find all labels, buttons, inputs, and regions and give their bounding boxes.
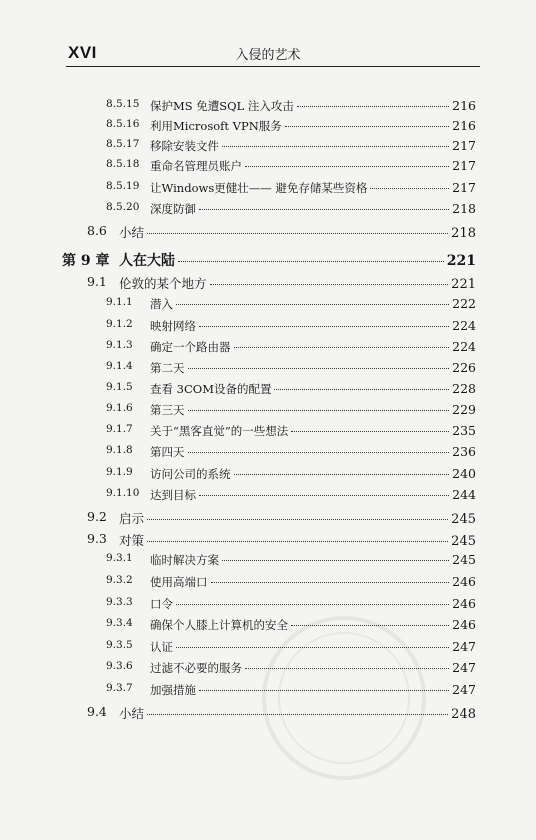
entry-page-number: 224 [452, 339, 476, 354]
entry-number: 9.3.7 [106, 682, 133, 694]
entry-title-line [150, 339, 476, 355]
entry-title: 口令 [150, 597, 173, 611]
entry-number: 9.3 [87, 531, 107, 546]
entry-page-number: 246 [452, 574, 476, 589]
entry-number: 9.1.7 [106, 423, 133, 435]
entry-number: 8.5.18 [106, 158, 140, 170]
entry-page-number: 217 [452, 138, 476, 153]
entry-page-number: 244 [452, 487, 476, 502]
dot-leader [147, 541, 448, 542]
entry-title-line [150, 180, 476, 196]
entry-title: 第二天 [150, 361, 185, 375]
entry-number: 8.5.16 [106, 118, 140, 130]
entry-title-line [150, 596, 476, 612]
entry-title-line [119, 274, 476, 292]
entry-page-number: 245 [451, 534, 476, 549]
entry-title: 认证 [150, 640, 173, 654]
entry-title: 访问公司的系统 [150, 467, 231, 481]
entry-title-line [119, 250, 476, 270]
entry-number: 第 9 章 [62, 253, 110, 269]
page-number: XVI [68, 43, 97, 62]
entry-title-line [150, 98, 476, 114]
dot-leader [199, 326, 449, 327]
entry-number: 9.3.1 [106, 552, 133, 564]
entry-number: 9.1.2 [106, 318, 133, 330]
entry-title: 潜入 [150, 297, 173, 311]
entry-title: 查看 3COM设备的配置 [150, 382, 272, 396]
dot-leader [176, 604, 449, 605]
entry-page-number: 228 [452, 381, 476, 396]
entry-page-number: 222 [452, 296, 476, 311]
entry-title-line [150, 201, 476, 217]
running-title: 入侵的艺术 [235, 48, 301, 63]
dot-leader [245, 166, 449, 167]
entry-title-line [150, 574, 476, 590]
entry-title: 过滤不必要的服务 [150, 661, 242, 675]
entry-number: 9.3.3 [106, 596, 133, 608]
entry-number: 9.1.6 [106, 402, 133, 414]
entry-page-number: 221 [451, 277, 476, 292]
dot-leader [210, 284, 449, 285]
entry-title: 确定一个路由器 [150, 340, 231, 354]
dot-leader [297, 106, 449, 107]
dot-leader [188, 452, 450, 453]
entry-title-line [150, 487, 476, 503]
entry-number: 9.2 [87, 509, 107, 524]
entry-title-line [150, 296, 476, 312]
entry-title: 深度防御 [150, 202, 196, 216]
dot-leader [188, 368, 450, 369]
entry-title: 利用Microsoft VPN服务 [150, 119, 282, 133]
entry-title: 关于“黑客直觉”的一些想法 [150, 424, 289, 438]
entry-page-number: 216 [452, 118, 476, 133]
dot-leader [234, 474, 450, 475]
entry-title: 加强措施 [150, 683, 196, 697]
entry-title: 重命名管理员账户 [150, 159, 242, 173]
entry-title: 小结 [119, 225, 145, 240]
entry-title: 确保个人膝上计算机的安全 [150, 618, 288, 632]
entry-number: 9.1.5 [106, 381, 133, 393]
entry-number: 9.1.9 [106, 466, 133, 478]
entry-title-line [150, 444, 476, 460]
entry-number: 9.3.2 [106, 574, 133, 586]
entry-page-number: 226 [452, 360, 476, 375]
entry-number: 8.6 [87, 223, 107, 238]
entry-number: 9.1.4 [106, 360, 133, 372]
dot-leader [178, 261, 444, 262]
entry-title: 移除安装文件 [150, 139, 219, 153]
entry-number: 9.1 [87, 274, 107, 289]
entry-title-line [119, 223, 476, 241]
entry-title-line [150, 158, 476, 174]
entry-title-line [119, 531, 476, 549]
entry-page-number: 217 [452, 158, 476, 173]
entry-title: 达到目标 [150, 488, 196, 502]
entry-page-number: 246 [452, 617, 476, 632]
dot-leader [291, 431, 449, 432]
entry-title-line [150, 318, 476, 334]
dot-leader [199, 495, 449, 496]
entry-page-number: 247 [452, 682, 476, 697]
entry-number: 9.1.8 [106, 444, 133, 456]
entry-title: 临时解决方案 [150, 553, 219, 567]
entry-title: 让Windows更健壮—— 避免存储某些资格 [150, 181, 368, 195]
dot-leader [285, 126, 449, 127]
entry-page-number: 218 [451, 226, 476, 241]
entry-title-line [119, 509, 476, 527]
entry-title: 小结 [119, 706, 145, 721]
entry-title: 使用高端口 [150, 575, 208, 589]
entry-title: 对策 [119, 533, 145, 548]
entry-title: 保护MS 免遭SQL 注入攻击 [150, 99, 294, 113]
entry-title-line [150, 402, 476, 418]
entry-page-number: 216 [452, 98, 476, 113]
dot-leader [222, 560, 449, 561]
entry-title: 启示 [119, 511, 145, 526]
entry-title-line [150, 381, 476, 397]
entry-title: 第三天 [150, 403, 185, 417]
entry-title: 人在大陆 [119, 253, 175, 269]
entry-page-number: 240 [452, 466, 476, 481]
entry-number: 9.3.5 [106, 639, 133, 651]
entry-page-number: 224 [452, 318, 476, 333]
entry-title: 映射网络 [150, 319, 196, 333]
entry-page-number: 229 [452, 402, 476, 417]
entry-page-number: 235 [452, 423, 476, 438]
entry-number: 9.1.10 [106, 487, 140, 499]
entry-number: 9.3.4 [106, 617, 133, 629]
entry-page-number: 245 [452, 552, 476, 567]
entry-page-number: 236 [452, 444, 476, 459]
dot-leader [147, 233, 448, 234]
dot-leader [222, 146, 449, 147]
entry-number: 8.5.15 [106, 98, 140, 110]
entry-page-number: 218 [452, 201, 476, 216]
entry-title: 第四天 [150, 445, 185, 459]
entry-page-number: 217 [452, 180, 476, 195]
entry-title-line [150, 138, 476, 154]
entry-page-number: 245 [451, 512, 476, 527]
entry-title-line [150, 466, 476, 482]
entry-number: 9.1.1 [106, 296, 133, 308]
entry-page-number: 247 [452, 660, 476, 675]
entry-number: 9.1.3 [106, 339, 133, 351]
entry-title-line [150, 118, 476, 134]
dot-leader [188, 410, 450, 411]
entry-number: 8.5.19 [106, 180, 140, 192]
entry-title-line [150, 360, 476, 376]
dot-leader [199, 209, 449, 210]
entry-number: 8.5.20 [106, 201, 140, 213]
entry-number: 8.5.17 [106, 138, 140, 150]
dot-leader [370, 188, 449, 189]
entry-title: 伦敦的某个地方 [119, 276, 207, 291]
entry-page-number: 248 [451, 707, 476, 722]
dot-leader [211, 582, 450, 583]
dot-leader [147, 519, 448, 520]
dot-leader [234, 347, 450, 348]
entry-title-line [150, 423, 476, 439]
entry-page-number: 247 [452, 639, 476, 654]
dot-leader [176, 304, 449, 305]
dot-leader [274, 389, 449, 390]
entry-title-line [150, 552, 476, 568]
entry-page-number: 221 [446, 253, 476, 269]
entry-number: 9.3.6 [106, 660, 133, 672]
entry-page-number: 246 [452, 596, 476, 611]
entry-number: 9.4 [87, 704, 107, 719]
